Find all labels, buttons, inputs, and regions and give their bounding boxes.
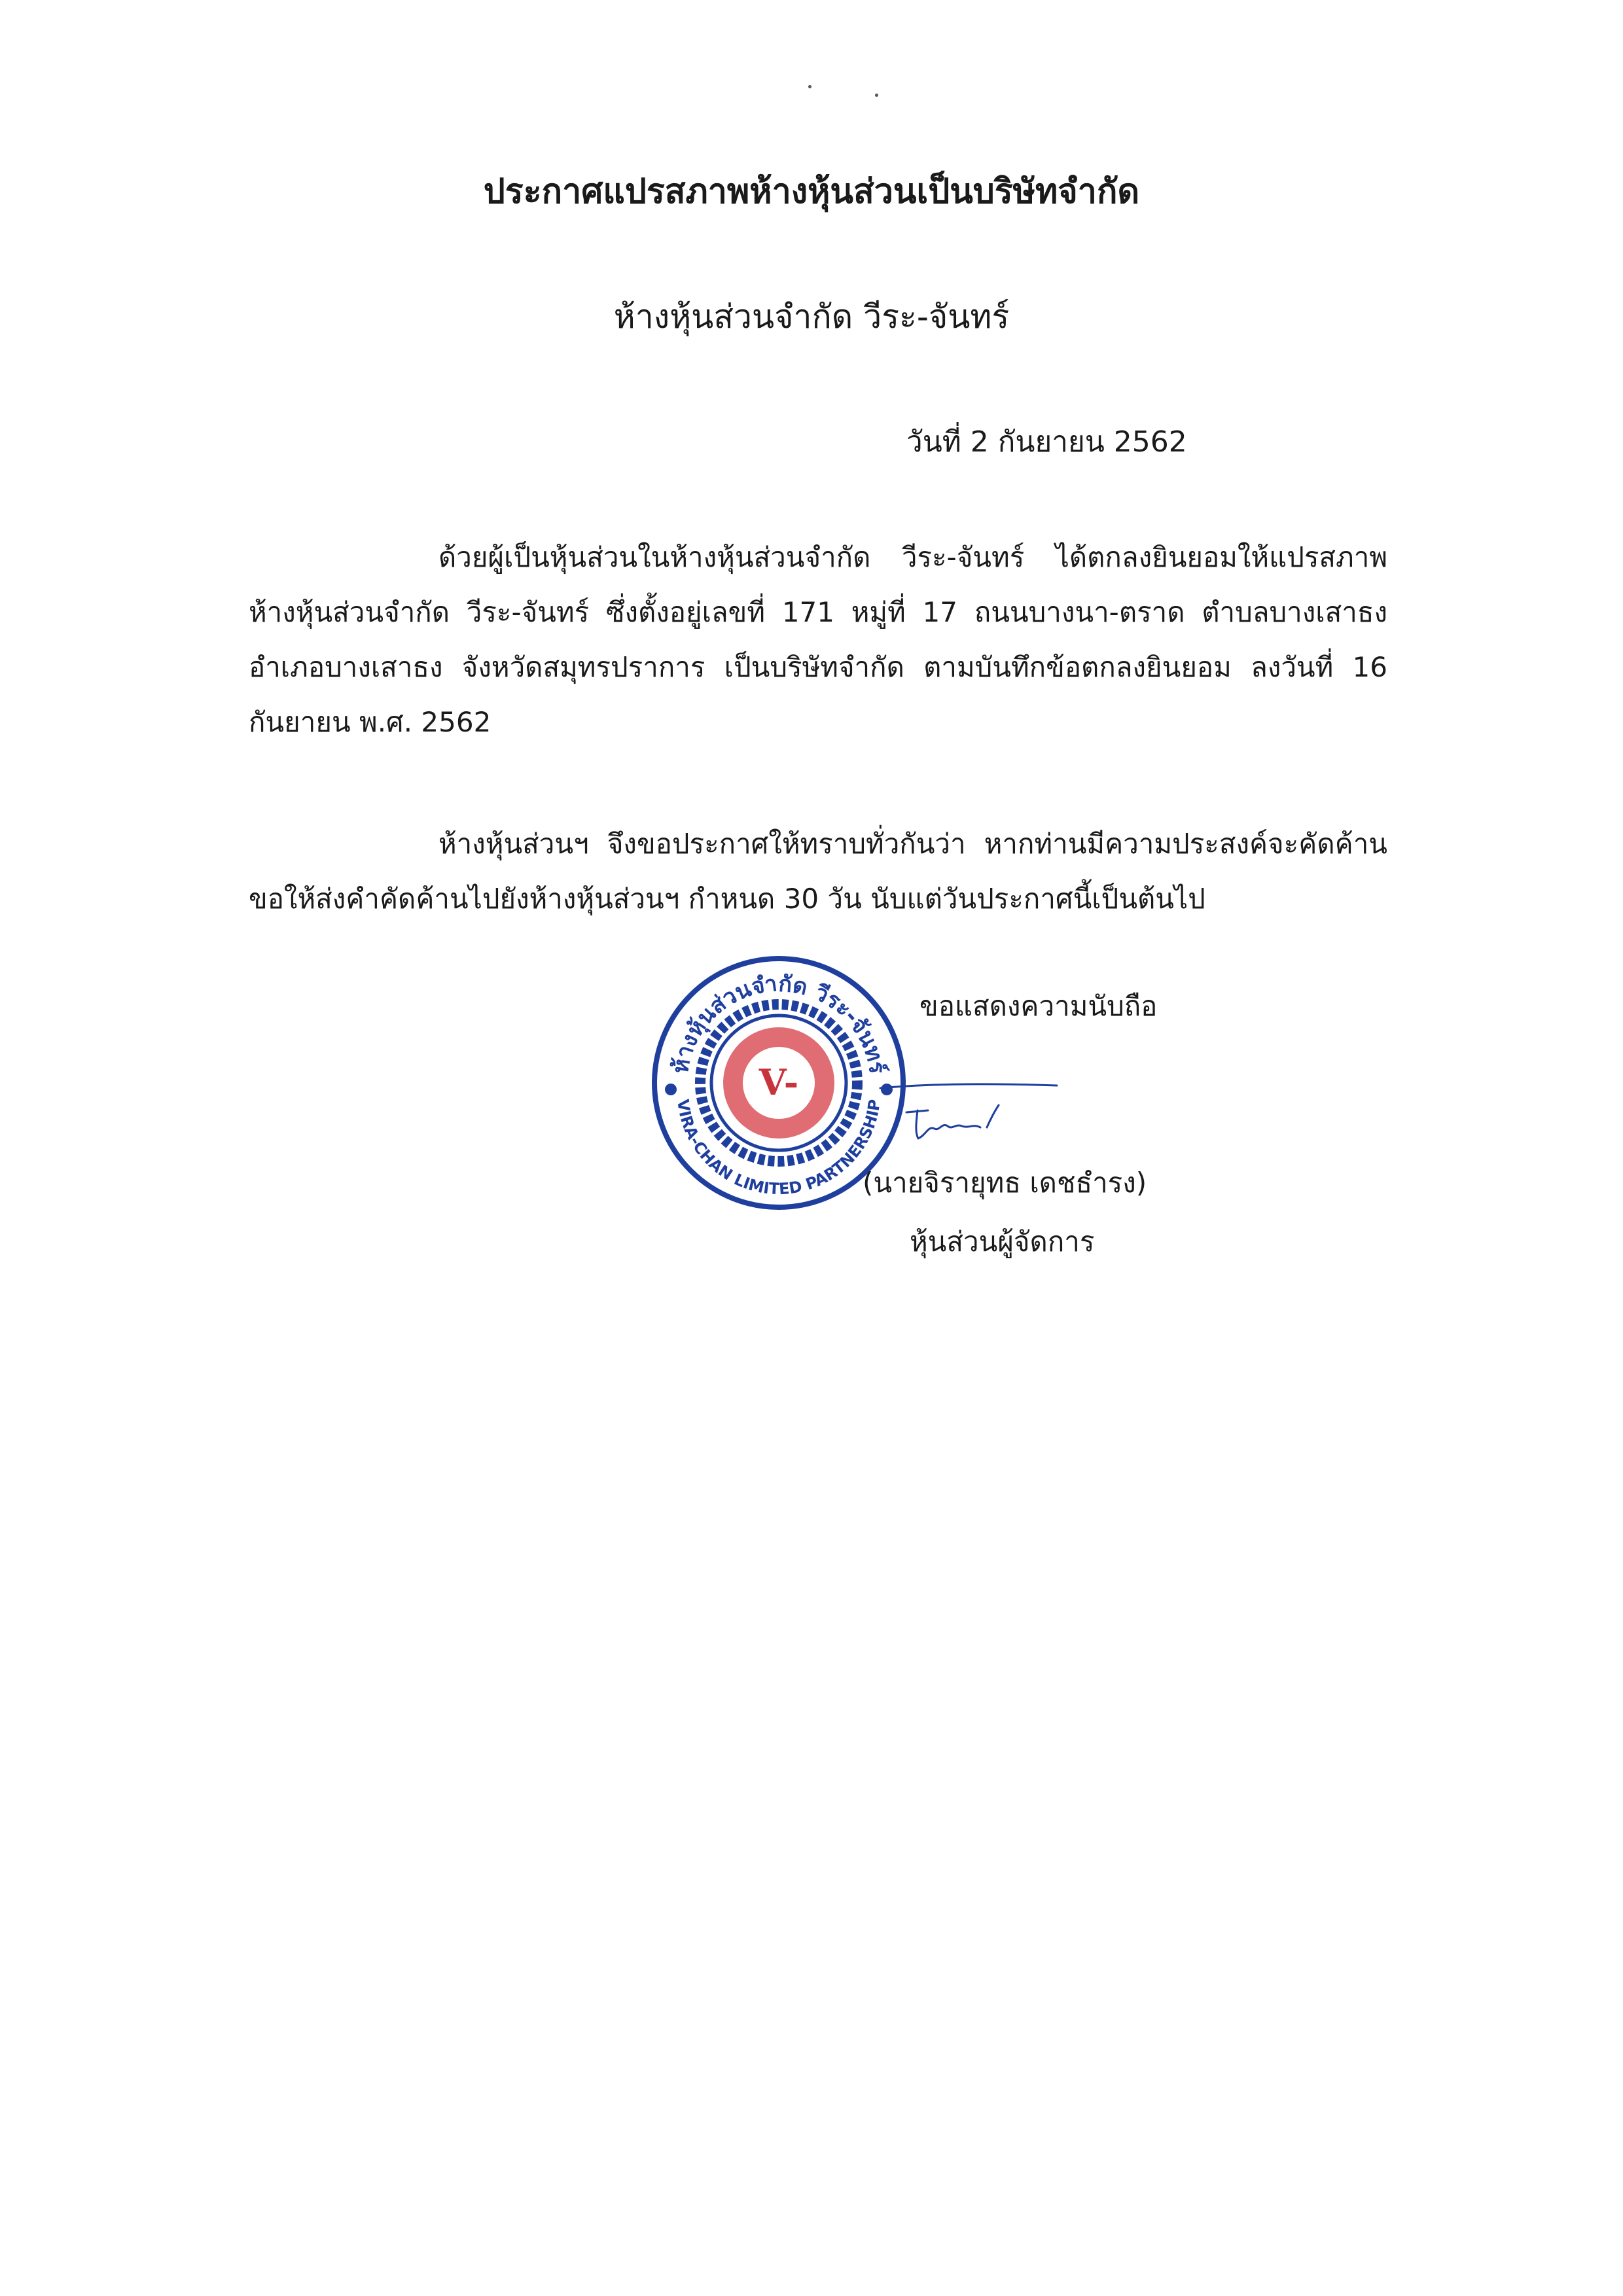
handwritten-signature xyxy=(877,1076,1060,1148)
seal-dot-left xyxy=(665,1084,677,1095)
signatory-title: หุ้นส่วนผู้จัดการ xyxy=(910,1226,1095,1258)
company-name: ห้างหุ้นส่วนจำกัด วีระ-จันทร์ xyxy=(613,298,1010,336)
closing-salutation: ขอแสดงความนับถือ xyxy=(919,990,1158,1022)
scan-speck xyxy=(808,85,812,88)
seal-emblem-letter: V- xyxy=(758,1061,799,1103)
scan-speck xyxy=(875,94,878,97)
seal-thai-text: ห้างหุ้นส่วนจำกัด วีระ-จันทร์ xyxy=(667,970,891,1076)
seal-english-text: VIRA-CHAN LIMITED PARTNERSHIP xyxy=(673,1098,884,1199)
announcement-date: วันที่ 2 กันยายน 2562 xyxy=(906,425,1187,459)
document-title: ประกาศแปรสภาพห้างหุ้นส่วนเป็นบริษัทจำกัด xyxy=(483,172,1140,211)
body-paragraph-objection: ห้างหุ้นส่วนฯ จึงขอประกาศให้ทราบทั่วกันว่า หากท่านมีความประสงค์จะคัดค้าน ขอให้ส่งคำคัดค้านไปยังห้างหุ้นส่วนฯ กำหนด 30 วัน นับแต่วันประกาศนี้เป็นต้นไป xyxy=(249,828,1387,915)
body-paragraph-conversion: ด้วยผู้เป็นหุ้นส่วนในห้างหุ้นส่วนจำกัด วีระ-จันทร์ ได้ตกลงยินยอมให้แปรสภาพ ห้างหุ้นส่วนจำกัด วีระ-จันทร์ ซึ่งตั้งอยู่เลขที่ 171 หมู่ที่ 17 ถนนบางนา-ตราด ตำบลบางเสาธง อำเภอบางเสาธง จังหวัดสมุทรปราการ เป็นบริษัทจำกัด ตามบันทึกข้อตกลงยินยอม ลงวันที่ 16 กันยายน พ.ศ. 2562 xyxy=(249,541,1387,738)
signatory-name: (นายจิรายุทธ เดชธำรง) xyxy=(863,1167,1147,1199)
